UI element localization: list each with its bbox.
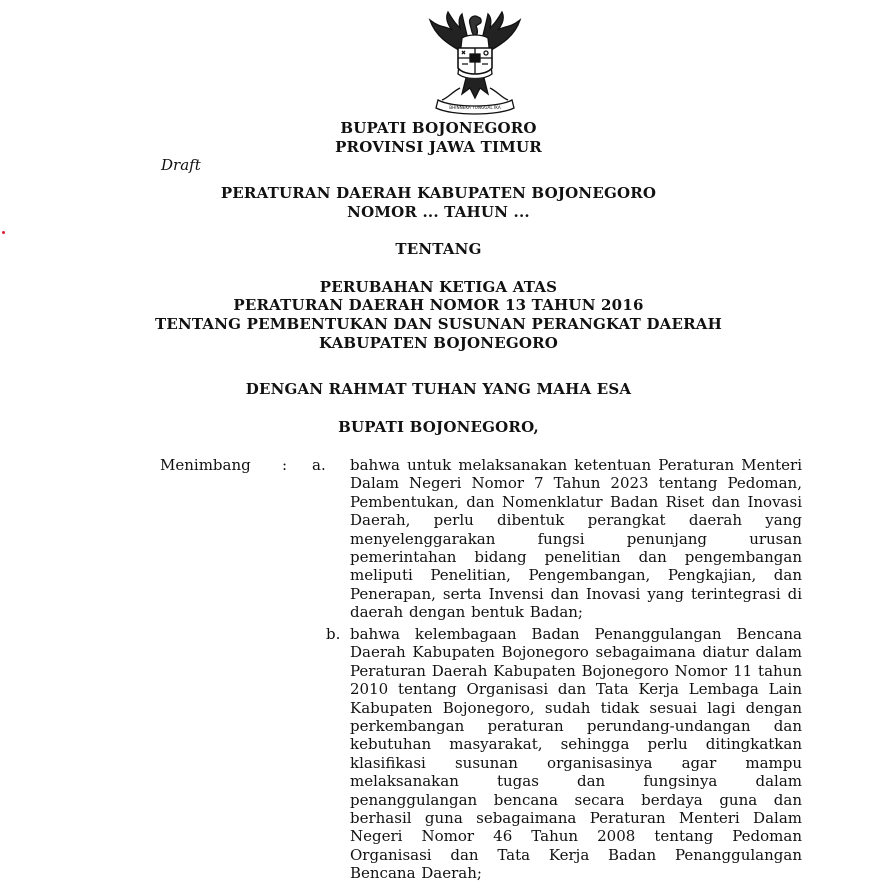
blessing: DENGAN RAHMAT TUHAN YANG MAHA ESA bbox=[245, 380, 632, 398]
subject-line: KABUPATEN BOJONEGORO bbox=[318, 334, 559, 352]
item-marker: a. bbox=[312, 456, 326, 474]
item-marker: b. bbox=[326, 625, 341, 643]
garuda-emblem-icon bbox=[422, 8, 528, 116]
header-title: BUPATI BOJONEGORO bbox=[340, 119, 537, 137]
considering-label: Menimbang bbox=[160, 456, 251, 474]
regulation-title: PERATURAN DAERAH KABUPATEN BOJONEGORO bbox=[220, 184, 657, 202]
draft-label: Draft bbox=[161, 156, 201, 174]
regulation-about: TENTANG bbox=[395, 240, 482, 258]
red-dot-mark bbox=[2, 231, 5, 234]
subject-line: PERATURAN DAERAH NOMOR 13 TAHUN 2016 bbox=[233, 296, 644, 314]
consideration-paragraph: bahwa kelembagaan Badan Penanggulangan Bencana Daerah Kabupaten Bojonegoro sebagaimana diatur dalam Peraturan Daerah Kabupaten Bojonegoro Nomor 11 tahun 2010 tentang Organisasi dan Tata Kerja Lembaga Lain Kabupaten Bojonegoro, sudah tidak sesuai lagi dengan perkembangan peraturan perundang-undangan dan kebutuhan masyarakat, sehingga perlu ditingkatkan klasifikasi susunan organisasinya agar mampu melaksanakan tugas dan fungsinya dalam penanggulangan bencana secara berdaya guna dan berhasil guna sebagaimana Peraturan Menteri Dalam Negeri Nomor 46 Tahun 2008 tentang Pedoman Organisasi dan Tata Kerja Badan Penanggulangan Bencana Daerah; bbox=[350, 625, 802, 883]
issuer: BUPATI BOJONEGORO, bbox=[338, 418, 539, 436]
considering-colon: : bbox=[282, 456, 288, 474]
consideration-paragraph: bahwa untuk melaksanakan ketentuan Peraturan Menteri Dalam Negeri Nomor 7 Tahun 2023 tentang Pedoman, Pembentukan, dan Nomenklatur Badan Riset dan Inovasi Daerah, perlu dibentuk perangkat daerah yang menyelenggarakan fungsi penunjang urusan pemerintahan bidang penelitian dan pengembangan meliputi Penelitian, Pengembangan, Pengkajian, dan Penerapan, serta Invensi dan Inovasi yang terintegrasi di daerah dengan bentuk Badan; bbox=[350, 456, 802, 622]
garuda-emblem bbox=[422, 8, 528, 116]
regulation-number: NOMOR ... TAHUN ... bbox=[347, 203, 530, 221]
subject-line: TENTANG PEMBENTUKAN DAN SUSUNAN PERANGKAT DAERAH bbox=[154, 315, 723, 333]
subject-line: PERUBAHAN KETIGA ATAS bbox=[319, 278, 558, 296]
header-province: PROVINSI JAWA TIMUR bbox=[335, 138, 542, 156]
emblem-motto: BHINNEKA TUNGGAL IKA bbox=[449, 105, 501, 110]
